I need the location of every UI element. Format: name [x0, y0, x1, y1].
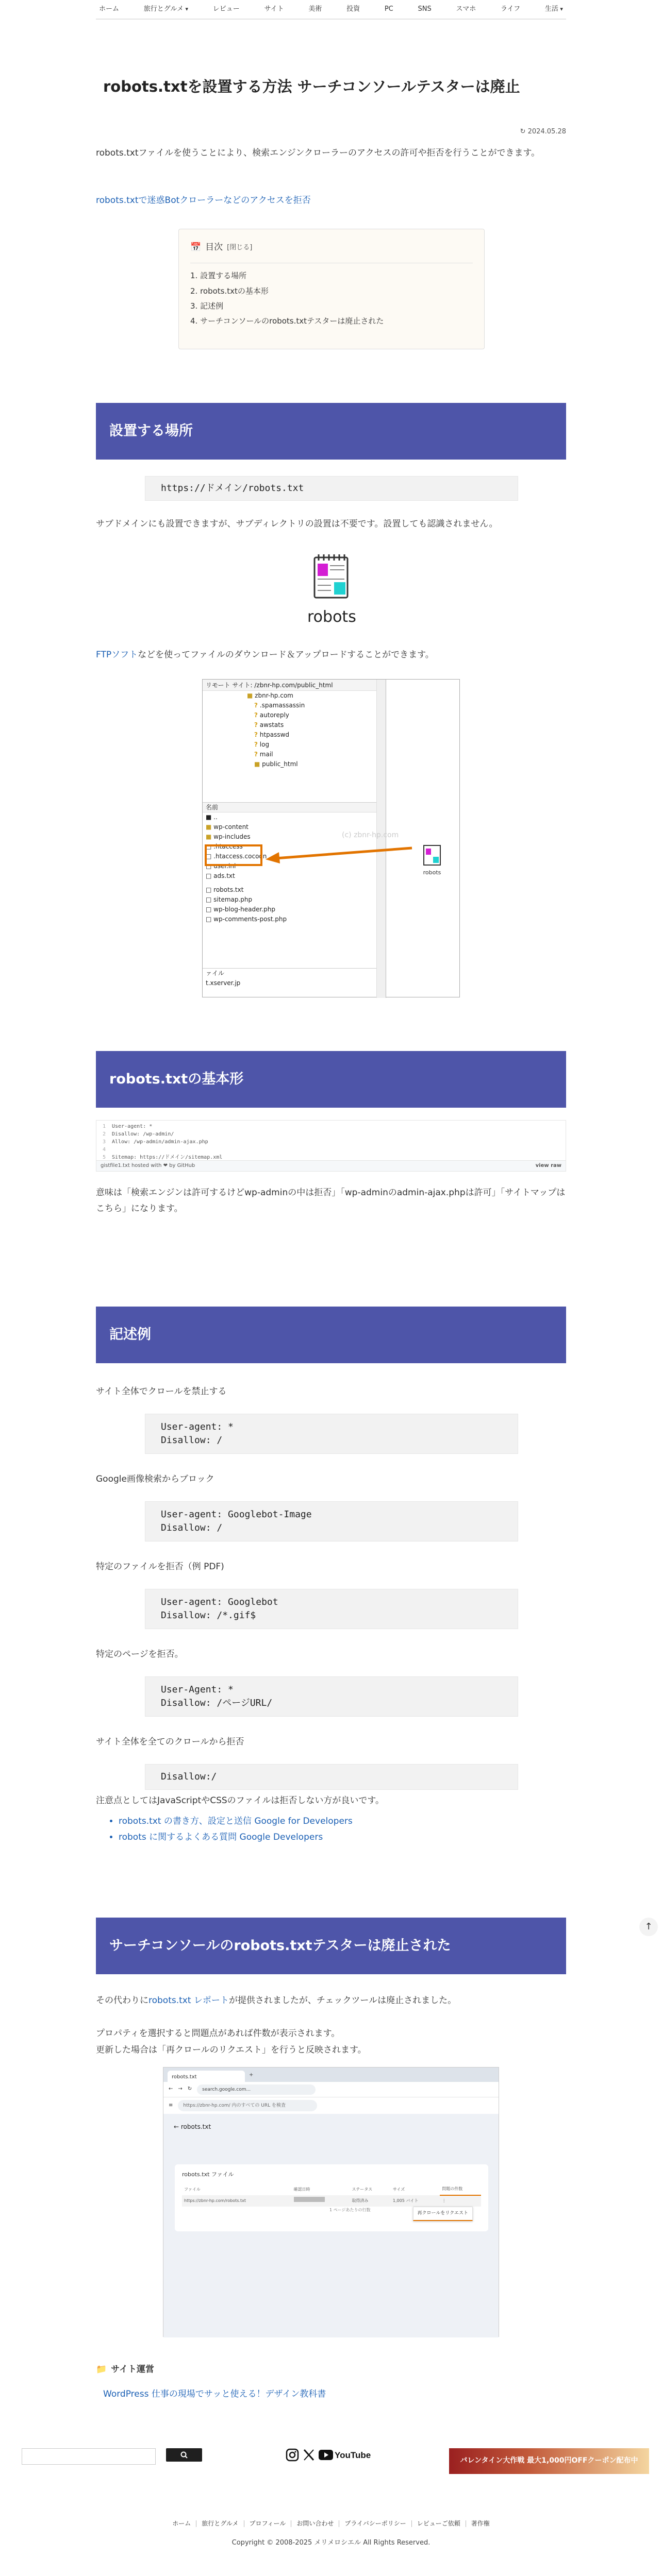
section-heading-location: 設置する場所: [96, 403, 566, 460]
ftp-file-row-robots[interactable]: □ robots.txt: [206, 886, 244, 893]
ftp-tree-item[interactable]: ? .spamassassin: [254, 702, 305, 709]
ftp-file-row[interactable]: ■ wp-includes: [206, 833, 251, 840]
col-header: サイズ: [392, 2187, 405, 2192]
ftp-file-row[interactable]: ■ ..: [206, 814, 218, 821]
pager-label: 1 ページあたりの行数: [329, 2208, 371, 2212]
post-date: [520, 126, 566, 138]
notebook-icon: [422, 843, 442, 866]
ftp-tree-item[interactable]: ? htpasswd: [254, 731, 290, 738]
ftp-tree-item[interactable]: ? log: [254, 741, 270, 748]
report-text-post: が提供されましたが、チェックツールは廃止されました。: [228, 1995, 457, 2006]
toc-item[interactable]: 1. 設置する場所: [190, 271, 247, 281]
ftp-text: [96, 647, 566, 663]
local-file-label: robots: [423, 869, 441, 876]
gist-line: User-agent: *: [112, 1124, 153, 1129]
table-of-contents: [178, 229, 485, 349]
youtube-icon[interactable]: [319, 2448, 371, 2462]
instagram-icon[interactable]: [286, 2448, 299, 2462]
footer-nav-item[interactable]: プロフィール: [244, 2520, 291, 2527]
back-arrow-icon[interactable]: ←: [174, 2123, 179, 2130]
ftp-tree-item[interactable]: ? mail: [254, 751, 273, 758]
notebook-icon: [310, 553, 352, 600]
example-label: サイト全体を全てのクロールから拒否: [96, 1737, 244, 1747]
cell: https://zbnr-hp.com/robots.txt: [184, 2198, 246, 2203]
code-line: User-agent: Googlebot-Image: [161, 1509, 312, 1520]
card-title: robots.txt ファイル: [182, 2171, 234, 2178]
reference-links: [119, 1814, 353, 1846]
example-label: 特定のファイルを拒否（例 PDF): [96, 1562, 224, 1572]
ftp-tree: [203, 691, 386, 769]
new-tab-icon[interactable]: +: [249, 2072, 254, 2078]
address-bar[interactable]: search.google.com...: [197, 2084, 316, 2095]
code-block: [145, 1676, 518, 1717]
nav-item-art[interactable]: 美術: [308, 5, 322, 13]
ftp-tree-item[interactable]: ■ zbnr-hp.com: [247, 692, 293, 699]
gsc-page-title: robots.txt: [180, 2123, 211, 2130]
intro-text: robots.txtファイルを使うことにより、検索エンジンクローラーのアクセスの許可や拒否を行うことができます。: [96, 148, 540, 158]
example-label: 特定のページを拒否。: [96, 1649, 184, 1659]
col-header: ステータス: [352, 2187, 373, 2192]
ftp-status-line: t.xserver.jp: [206, 979, 241, 987]
local-file-robots[interactable]: [422, 843, 442, 875]
ftp-file-row[interactable]: □ wp-blog-header.php: [206, 906, 275, 913]
ftp-tree-item[interactable]: ? autoreply: [254, 711, 289, 719]
ftp-file-row[interactable]: □ sitemap.php: [206, 896, 253, 903]
browser-urlbar: [163, 2082, 499, 2097]
gsc-header: [163, 2097, 499, 2114]
arrow-up-icon: ↑: [644, 1921, 653, 1933]
property-text: プロパティを選択すると問題点があれば件数が表示されます。: [96, 2028, 340, 2039]
code-line: Disallow:/: [161, 1771, 217, 1782]
gist-embed: 1 User-agent: * 2 Disallow: /wp-admin/ 3 Allow: /wp-admin/admin-ajax.php 4 5 Sitemap: https://ドメイン/sitemap.xml: [96, 1120, 566, 1161]
nav-item-living[interactable]: 生活 ▾: [545, 3, 563, 15]
report-text: [96, 1993, 566, 2009]
ftp-path-label: リモート サイト:: [206, 682, 253, 689]
ftp-tree-item[interactable]: ? awstats: [254, 721, 284, 728]
example-label: Google画像検索からブロック: [96, 1474, 214, 1484]
ftp-tree-item[interactable]: ■ public_html: [254, 760, 298, 768]
col-header: ファイル: [184, 2187, 201, 2192]
nav-item-site[interactable]: サイト: [264, 5, 284, 13]
footer-nav-item[interactable]: ホーム: [172, 2520, 191, 2527]
gist-view-raw[interactable]: view raw: [535, 1162, 561, 1168]
footer-nav: [0, 2520, 662, 2527]
footer-nav-item[interactable]: お問い合わせ: [291, 2520, 339, 2527]
footer-nav-item[interactable]: プライバシーポリシー: [339, 2520, 411, 2527]
cell: 1,005 バイト: [392, 2198, 419, 2203]
cell: [292, 2195, 350, 2207]
ftp-status-line: ァイル: [206, 970, 225, 977]
ftp-file-row[interactable]: □ user.ini: [206, 862, 236, 870]
code-line: Disallow: /: [161, 1522, 223, 1533]
toc-item[interactable]: 2. robots.txtの基本形: [190, 286, 269, 296]
code-block: [145, 1589, 518, 1629]
footer-nav-item[interactable]: 旅行とグルメ: [196, 2520, 243, 2527]
recrawl-text: 更新した場合は「再クロールのリクエスト」を行うと反映されます。: [96, 2045, 367, 2055]
section-heading-tester: サーチコンソールのrobots.txtテスターは廃止された: [96, 1918, 566, 1974]
top-nav: [96, 0, 566, 20]
ftp-text-rest: などを使ってファイルのダウンロード＆アップロードすることができます。: [138, 650, 434, 660]
watermark: (c) zbnr-hp.com: [342, 831, 399, 839]
site-ops-heading: [96, 2362, 154, 2378]
reference-link[interactable]: robots.txt の書き方、設定と送信 Google for Developers: [119, 1816, 353, 1826]
page-title: robots.txtを設置する方法 サーチコンソールテスターは廃止: [103, 78, 520, 95]
nav-item-pc[interactable]: PC: [384, 5, 393, 13]
toc-title: 目次: [205, 242, 223, 252]
gist-meta[interactable]: gistfile1.txt hosted with ❤ by GitHub: [101, 1162, 195, 1168]
robots-logo-word: robots: [307, 608, 356, 626]
related-link-bot[interactable]: robots.txtで迷惑Botクローラーなどのアクセスを拒否: [96, 195, 311, 206]
search-console-page: [163, 2097, 499, 2337]
search-input[interactable]: [22, 2448, 156, 2465]
update-icon: ↻: [520, 128, 526, 135]
section-heading-basic: robots.txtの基本形: [96, 1051, 566, 1108]
forward-icon[interactable]: →: [178, 2086, 183, 2092]
code-line: User-agent: Googlebot: [161, 1596, 278, 1607]
more-icon[interactable]: ⋮: [442, 2198, 446, 2204]
ftp-screenshot: [202, 679, 460, 997]
subdomain-text: サブドメインにも設置できますが、サブディレクトリの設置は不要です。設置しても認識されません。: [96, 519, 498, 529]
ftp-file-header[interactable]: 名前: [203, 803, 377, 812]
menu-icon[interactable]: ≡: [169, 2102, 173, 2108]
code-block: [145, 1501, 518, 1541]
nav-item-review[interactable]: レビュー: [212, 5, 240, 13]
back-icon[interactable]: ←: [169, 2086, 173, 2092]
code-line: Disallow: /: [161, 1435, 223, 1446]
x-icon[interactable]: [302, 2448, 316, 2462]
nav-item-sns[interactable]: SNS: [418, 5, 432, 13]
promo-banner[interactable]: バレンタイン大作戦 最大1,000円OFFクーポン配布中: [449, 2448, 649, 2474]
robots-report-link[interactable]: robots.txt レポート: [148, 1995, 229, 2006]
code-block: [145, 1764, 518, 1790]
gist-line: Disallow: /wp-admin/: [112, 1131, 174, 1137]
arrow-icon: [264, 847, 414, 863]
nav-item-home[interactable]: ホーム: [99, 5, 120, 13]
nav-item-life[interactable]: ライフ: [500, 5, 521, 13]
cell: 取得済み: [352, 2198, 369, 2203]
ftp-file-row[interactable]: □ ads.txt: [206, 872, 235, 879]
ftp-status: [203, 968, 377, 988]
meaning-text: 意味は「検索エンジンは許可するけどwp-adminの中は拒否」「wp-adminのadmin-ajax.phpは許可」「サイトマップはこちら」になります。: [96, 1188, 566, 1214]
col-header: 問題の件数: [440, 2184, 481, 2195]
search-console-screenshot: [163, 2067, 499, 2337]
cell: [440, 2195, 481, 2207]
gist-footer: [96, 1160, 566, 1172]
browser-tab[interactable]: robots.txt: [168, 2071, 245, 2082]
code-block: [145, 1414, 518, 1454]
robots-logo: [307, 553, 356, 626]
ftp-file-row[interactable]: □ .htaccess.cocoon: [206, 853, 267, 860]
reload-icon[interactable]: ↻: [187, 2086, 192, 2092]
nav-item-smartphone[interactable]: スマホ: [456, 5, 476, 13]
gsc-inspect-bar[interactable]: https://zbnr-hp.com/ 内のすべての URL を検査: [178, 2100, 317, 2111]
svg-text:YouTube: YouTube: [335, 2450, 371, 2460]
toc-icon: 📅: [190, 242, 202, 252]
site-ops-label: サイト運営: [111, 2364, 154, 2375]
social-links: [286, 2448, 371, 2462]
ftp-software-link[interactable]: FTPソフト: [96, 650, 138, 660]
code-line: https://ドメイン/robots.txt: [161, 482, 304, 494]
ftp-file-row[interactable]: □ wp-comments-post.php: [206, 916, 287, 923]
col-header: 確認日時: [293, 2187, 310, 2192]
code-line: Disallow: /*.gif$: [161, 1610, 256, 1621]
caution-text: 注意点としてはJavaScriptやCSSのファイルは拒否しない方が良いです。: [96, 1795, 384, 1806]
robots-file-table: [182, 2184, 481, 2207]
toc-toggle[interactable]: [閉じる]: [227, 243, 253, 251]
recrawl-menu-item[interactable]: 再クロールをリクエスト: [413, 2207, 473, 2221]
footer-nav-item[interactable]: 著作権: [466, 2520, 495, 2527]
search-button[interactable]: [166, 2448, 202, 2462]
table-row[interactable]: [182, 2195, 481, 2207]
code-line: User-Agent: *: [161, 1684, 234, 1695]
folder-icon: 📁: [96, 2364, 107, 2375]
code-line: User-agent: *: [161, 1421, 234, 1432]
section-heading-examples: 記述例: [96, 1307, 566, 1363]
ftp-path-bar: [203, 680, 386, 691]
toc-list: [190, 268, 473, 329]
highlight-box: [205, 844, 262, 866]
ftp-path[interactable]: /zbnr-hp.com/public_html: [254, 682, 333, 689]
gist-line: Allow: /wp-admin/admin-ajax.php: [112, 1139, 208, 1145]
code-block: [145, 476, 518, 501]
example-label: サイト全体でクロールを禁止する: [96, 1386, 227, 1397]
gist-line: Sitemap: https://ドメイン/sitemap.xml: [112, 1155, 223, 1160]
nav-item-invest[interactable]: 投資: [346, 5, 360, 13]
nav-item-travel[interactable]: 旅行とグルメ ▾: [144, 3, 188, 15]
post-date-text: 2024.05.28: [527, 128, 566, 135]
footer-nav-item[interactable]: レビューご依頼: [411, 2520, 466, 2527]
ftp-file-row[interactable]: ■ wp-content: [206, 823, 249, 831]
back-to-top-button[interactable]: [639, 1918, 658, 1936]
toc-item[interactable]: 4. サーチコンソールのrobots.txtテスターは廃止された: [190, 316, 384, 326]
report-text-pre: その代わりに: [96, 1995, 148, 2006]
gsc-title-row: [163, 2114, 499, 2140]
wp-book-link[interactable]: WordPress 仕事の現場でサッと使える！デザイン教科書: [103, 2389, 326, 2399]
browser-tabbar: [163, 2067, 499, 2082]
ftp-file-row[interactable]: □ .htaccess: [206, 843, 243, 850]
code-line: Disallow: /ページURL/: [161, 1698, 273, 1708]
copyright: Copyright © 2008-2025 メリメロシエル All Rights Reserved.: [231, 2539, 431, 2547]
toc-item[interactable]: 3. 記述例: [190, 301, 224, 311]
reference-link[interactable]: robots に関するよくある質問 Google Developers: [119, 1832, 323, 1843]
robots-file-card: [175, 2164, 488, 2231]
toc-header: [190, 240, 473, 256]
